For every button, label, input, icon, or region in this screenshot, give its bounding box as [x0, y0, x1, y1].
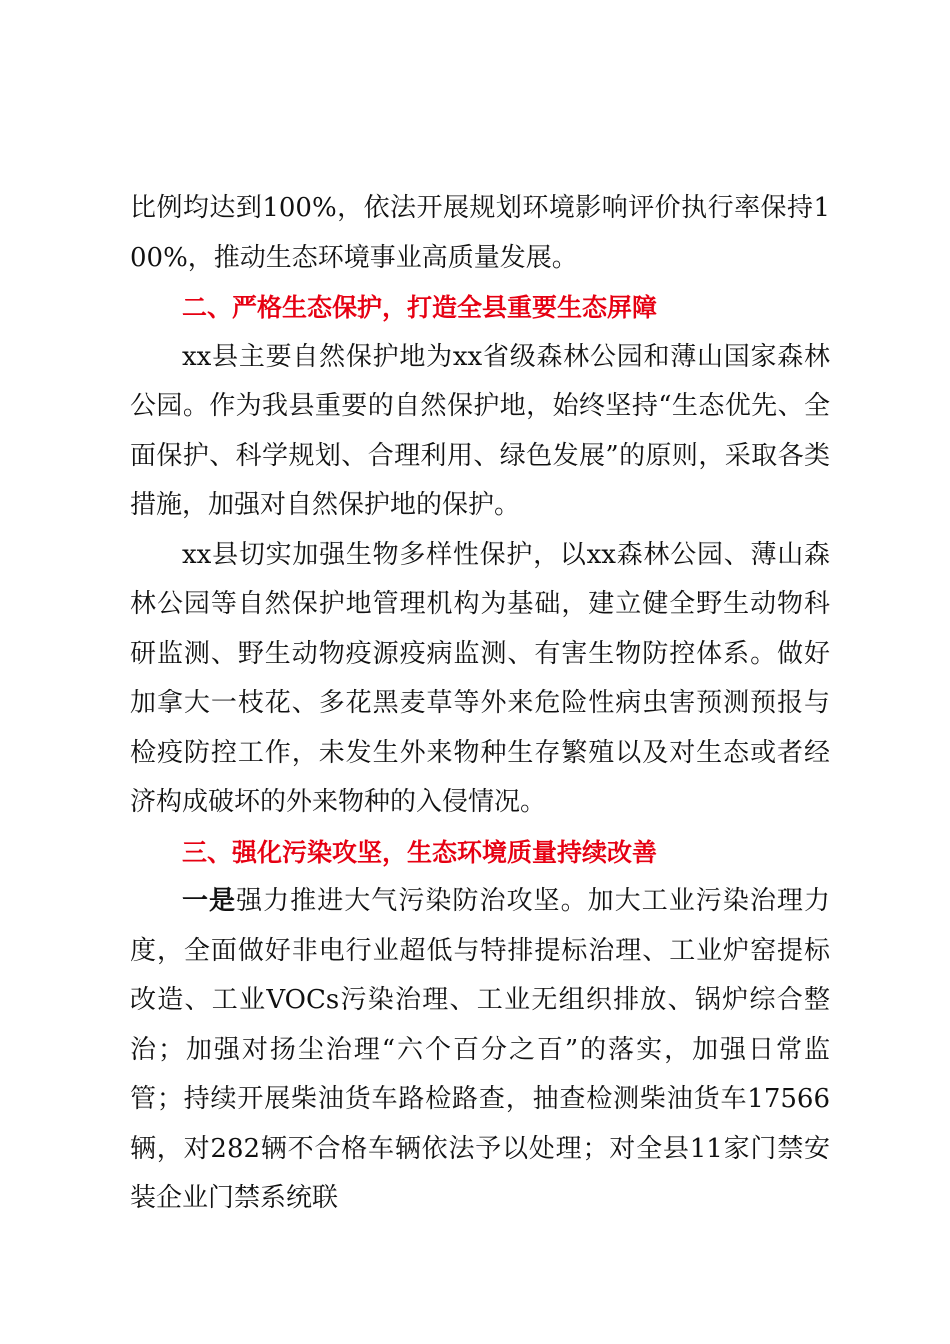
paragraph-3-1-lead: 一是 [182, 886, 237, 916]
paragraph-3-1-text: 强力推进大气污染防治攻坚。加大工业污染治理力度，全面做好非电行业超低与特排提标治理、工业炉窑提标改造、工业VOCs污染治理、工业无组织排放、锅炉综合整治；加强对扬尘治理“六个百分之百”的落实，加强日常监管；持续开展柴油货车路检路查，抽查检测柴油货车17566辆，对282辆不合格车辆依法予以处理；对全县11家门禁安装企业门禁系统联 [130, 886, 830, 1213]
paragraph-3-1 [130, 877, 830, 1224]
paragraph-intro: 比例均达到100%，依法开展规划环境影响评价执行率保持100%，推动生态环境事业高质量发展。 [130, 193, 830, 273]
paragraph-2-2: xx县切实加强生物多样性保护，以xx森林公园、薄山森林公园等自然保护地管理机构为基础，建立健全野生动物科研监测、野生动物疫源疫病监测、有害生物防控体系。做好加拿大一枝花、多花黑麦草等外来危险性病虫害预测预报与检疫防控工作，未发生外来物种生存繁殖以及对生态或者经济构成破坏的外来物种的入侵情况。 [130, 539, 830, 817]
paragraph-2-1: xx县主要自然保护地为xx省级森林公园和薄山国家森林公园。作为我县重要的自然保护地，始终坚持“生态优先、全面保护、科学规划、合理利用、绿色发展”的原则，采取各类措施，加强对自然保护地的保护。 [130, 341, 830, 520]
section-heading-3: 三、强化污染攻坚，生态环境质量持续改善 [182, 837, 658, 867]
document-body [130, 184, 830, 1224]
section-heading-2: 二、严格生态保护，打造全县重要生态屏障 [182, 293, 658, 322]
